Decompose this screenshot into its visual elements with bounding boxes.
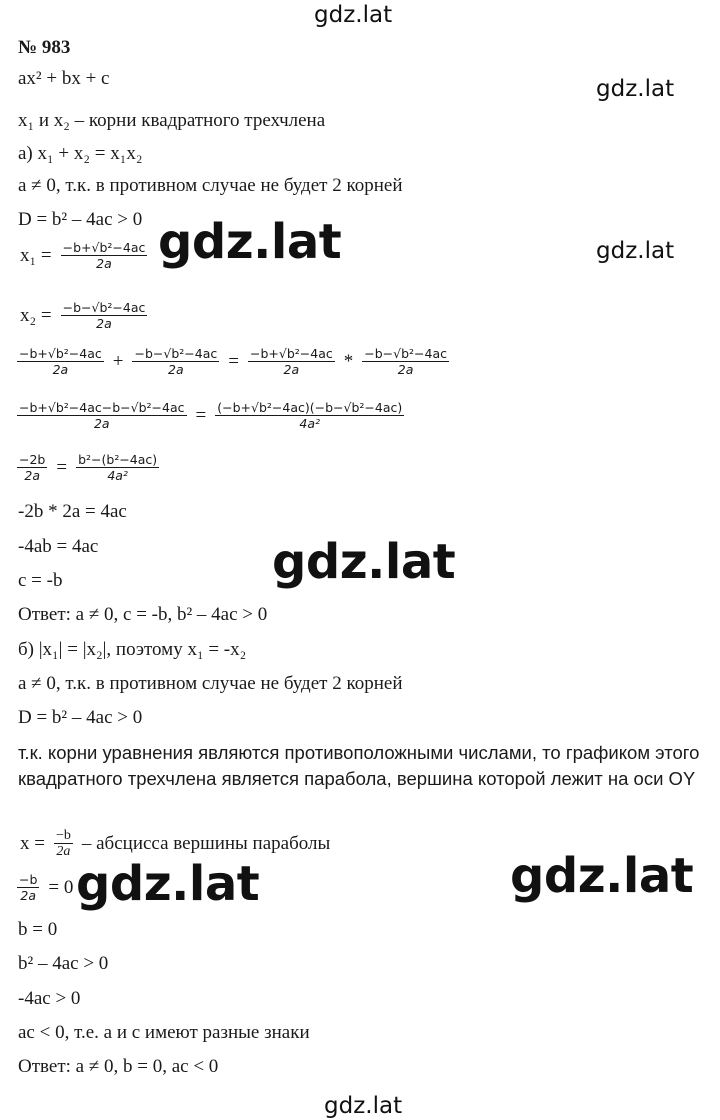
x1-formula [18, 240, 150, 271]
vertex-denominator: 2a [56, 844, 71, 859]
part-a-a-nonzero: a ≠ 0, т.к. в противном случае не будет 2 корней [18, 175, 403, 196]
x1-numerator: −b+√b²−4ac [62, 240, 146, 255]
eq3-equals: = [56, 456, 68, 478]
vertex-label: x = [20, 832, 45, 854]
part-a-answer: Ответ: a ≠ 0, c = -b, b² – 4ac > 0 [18, 604, 268, 625]
trinomial: ax² + bx + c [18, 68, 110, 89]
eq1-f3-den: 2a [283, 362, 300, 377]
x2-fraction [61, 300, 148, 331]
eq2-fraction-1 [17, 400, 187, 431]
eq2-f2-den: 4a² [299, 416, 321, 431]
part-b-a-nonzero: a ≠ 0, т.к. в противном случае не будет 2 корней [18, 673, 403, 694]
equation-2 [14, 400, 407, 431]
zero-fraction [17, 872, 39, 903]
part-b-condition: б) |x₁| = |x₂|, поэтому x₁ = -x₂ [18, 639, 247, 660]
watermark-right-1: gdz.lat [596, 76, 675, 102]
eq3-f1-num: −2b [19, 452, 46, 467]
watermark-right-2: gdz.lat [596, 238, 675, 264]
part-b-answer: Ответ: a ≠ 0, b = 0, ac < 0 [18, 1056, 219, 1077]
eq3-fraction-1 [17, 452, 47, 483]
x2-label: x₂ = [20, 304, 52, 326]
eq1-f3-num: −b+√b²−4ac [249, 346, 333, 361]
equation-1 [14, 346, 452, 377]
eq3-f2-den: 4a² [107, 468, 128, 483]
eq1-fraction-1 [17, 346, 104, 377]
eq1-fraction-3 [248, 346, 335, 377]
x1-denominator: 2a [96, 256, 112, 271]
eq2-equals: = [195, 404, 207, 426]
eq2-f1-den: 2a [93, 416, 110, 431]
eq2-f1-num: −b+√b²−4ac−b−√b²−4ac [19, 400, 185, 415]
part-a-step-3: c = -b [18, 570, 63, 591]
part-b-discriminant: D = b² – 4ac > 0 [18, 707, 143, 728]
vertex-fraction [54, 828, 73, 859]
eq2-fraction-2 [215, 400, 404, 431]
part-b-step-2: b² – 4ac > 0 [18, 953, 109, 974]
vertex-text: – абсцисса вершины параболы [81, 832, 331, 854]
eq1-f4-den: 2a [397, 362, 414, 377]
vertex-formula [18, 828, 332, 859]
vertex-numerator: −b [55, 828, 71, 843]
x2-numerator: −b−√b²−4ac [62, 300, 146, 315]
eq1-fraction-2 [132, 346, 219, 377]
part-a-condition: а) x₁ + x₂ = x₁x₂ [18, 143, 143, 164]
zero-equals: = 0 [48, 876, 74, 898]
eq1-equals: = [228, 350, 239, 372]
x1-label: x₁ = [20, 244, 52, 266]
part-a-discriminant: D = b² – 4ac > 0 [18, 209, 143, 230]
problem-title: № 983 [18, 37, 71, 58]
x1-fraction [61, 240, 148, 271]
watermark-top: gdz.lat [314, 2, 393, 28]
part-a-step-1: -2b * 2a = 4ac [18, 501, 127, 522]
eq1-f4-num: −b−√b²−4ac [364, 346, 447, 361]
part-b-explanation: т.к. корни уравнения являются противоположными числами, то графиком этого квадратного трехчлена является парабола, вершина которой лежит на оси OY [18, 742, 700, 789]
eq1-f1-den: 2a [52, 362, 69, 377]
part-b-step-4: ac < 0, т.е. a и c имеют разные знаки [18, 1022, 310, 1043]
watermark-big-4: gdz.lat [510, 848, 694, 904]
watermark-big-3: gdz.lat [76, 856, 260, 912]
eq3-fraction-2 [76, 452, 159, 483]
eq1-fraction-4 [362, 346, 449, 377]
watermark-bottom: gdz.lat [324, 1093, 403, 1119]
part-b-step-1: b = 0 [18, 919, 58, 940]
roots-note: x₁ и x₂ – корни квадратного трехчлена [18, 110, 326, 131]
eq1-f2-den: 2a [168, 362, 184, 377]
eq1-times: * [343, 350, 354, 372]
zero-formula [14, 872, 75, 903]
part-b-step-3: -4ac > 0 [18, 988, 81, 1009]
eq1-plus: + [112, 350, 124, 372]
watermark-big-1: gdz.lat [158, 214, 342, 270]
x2-formula [18, 300, 150, 331]
eq2-f2-num: (−b+√b²−4ac)(−b−√b²−4ac) [217, 400, 403, 415]
zero-numerator: −b [19, 872, 38, 887]
equation-3 [14, 452, 162, 483]
eq1-f2-num: −b−√b²−4ac [134, 346, 218, 361]
eq1-f1-num: −b+√b²−4ac [19, 346, 102, 361]
watermark-big-2: gdz.lat [272, 534, 456, 590]
part-a-step-2: -4ab = 4ac [18, 536, 99, 557]
eq3-f2-num: b²−(b²−4ac) [78, 452, 158, 467]
zero-denominator: 2a [20, 888, 37, 903]
x2-denominator: 2a [96, 316, 112, 331]
eq3-f1-den: 2a [24, 468, 40, 483]
